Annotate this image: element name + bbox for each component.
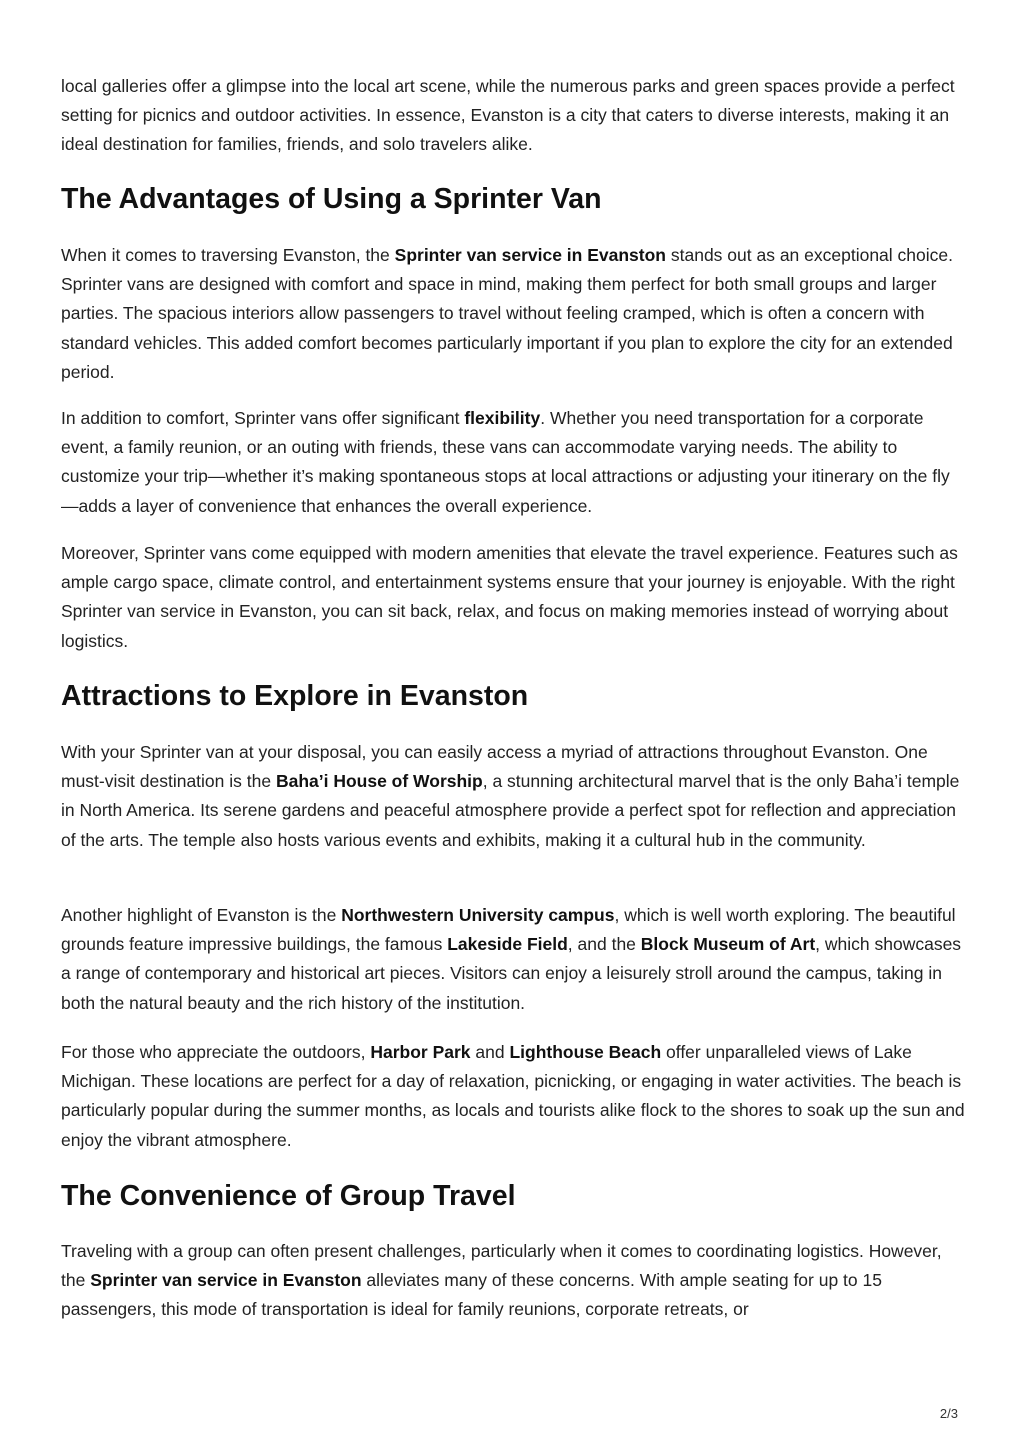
bold-block-museum: Block Museum of Art — [640, 934, 816, 955]
group-paragraph-1: Traveling with a group can often present challenges, particularly when it comes to coordinating logistics. However, the Sprinter van service in Evanston alleviates many of these concerns. With ample seating for up to 15 passengers, this mode of transportation is ideal for family reunions, corporate retreats, or — [61, 1241, 942, 1320]
bold-northwestern-campus: Northwestern University campus — [341, 905, 615, 925]
advantages-paragraph-1: When it comes to traversing Evanston, the Sprinter van service in Evanston stands out as an exceptional choice. Sprinter vans are designed with comfort and space in mind, making them perfect for both small groups and larger parties. The spacious interiors allow passengers to travel without feeling cramped, which is often a concern with standard vehicles. This added comfort becomes particularly important if you plan to explore the city for an extended period. — [61, 245, 953, 382]
heading-advantages: The Advantages of Using a Sprinter Van — [61, 183, 602, 215]
bold-flexibility: flexibility — [464, 408, 541, 428]
attractions-paragraph-3: For those who appreciate the outdoors, Harbor Park and Lighthouse Beach offer unparalleled views of Lake Michigan. These locations are perfect for a day of relaxation, picnicking, or engaging in water activities. The beach is particularly popular during the summer months, as locals and tourists alike flock to the shores to soak up the sun and enjoy the vibrant atmosphere. — [61, 1042, 965, 1150]
advantages-paragraph-3: Moreover, Sprinter vans come equipped with modern amenities that elevate the travel experience. Features such as ample cargo space, climate control, and entertainment systems ensure that your journey is enjoyable. With the right Sprinter van service in Evanston, you can sit back, relax, and focus on making memories instead of worrying about logistics. — [61, 543, 958, 651]
bold-lighthouse-beach: Lighthouse Beach — [509, 1042, 662, 1062]
bold-bahai-house: Baha’i House of Worship — [275, 771, 483, 792]
advantages-paragraph-2: In addition to comfort, Sprinter vans offer significant flexibility. Whether you need transportation for a corporate event, a family reunion, or an outing with friends, these vans can accommodate varying needs. The ability to customize your trip—whether it’s making spontaneous stops at local attractions or adjusting your itinerary on the fly—adds a layer of convenience that enhances the overall experience. — [61, 408, 950, 516]
attractions-paragraph-2: Another highlight of Evanston is the Northwestern University campus, which is well worth exploring. The beautiful grounds feature impressive buildings, the famous Lakeside Field, and the Block Museum of Art, which showcases a range of contemporary and historical art pieces. Visitors can enjoy a leisurely stroll around the campus, taking in both the natural beauty and the rich history of the institution. — [61, 905, 962, 1013]
attractions-paragraph-1: With your Sprinter van at your disposal, you can easily access a myriad of attractions throughout Evanston. One must-visit destination is the Baha’i House of Worship, a stunning architectural marvel that is the only Baha’i temple in North America. Its serene gardens and peaceful atmosphere provide a perfect spot for reflection and appreciation of the arts. The temple also hosts various events and exhibits, making it a cultural hub in the community. — [61, 742, 960, 850]
heading-attractions: Attractions to Explore in Evanston — [61, 680, 529, 712]
bold-sprinter-service-2: Sprinter van service in Evanston — [90, 1270, 362, 1291]
intro-paragraph: local galleries offer a glimpse into the local art scene, while the numerous parks and green spaces provide a perfect setting for picnics and outdoor activities. In essence, Evanston is a city that caters to diverse interests, making it an ideal destination for families, friends, and solo travelers alike. — [61, 76, 955, 155]
bold-lakeside-field: Lakeside Field — [447, 934, 568, 955]
heading-group-travel: The Convenience of Group Travel — [61, 1180, 516, 1212]
bold-sprinter-service: Sprinter van service in Evanston — [394, 245, 666, 265]
bold-harbor-park: Harbor Park — [370, 1042, 471, 1062]
page-number: 2/3 — [939, 1406, 958, 1421]
